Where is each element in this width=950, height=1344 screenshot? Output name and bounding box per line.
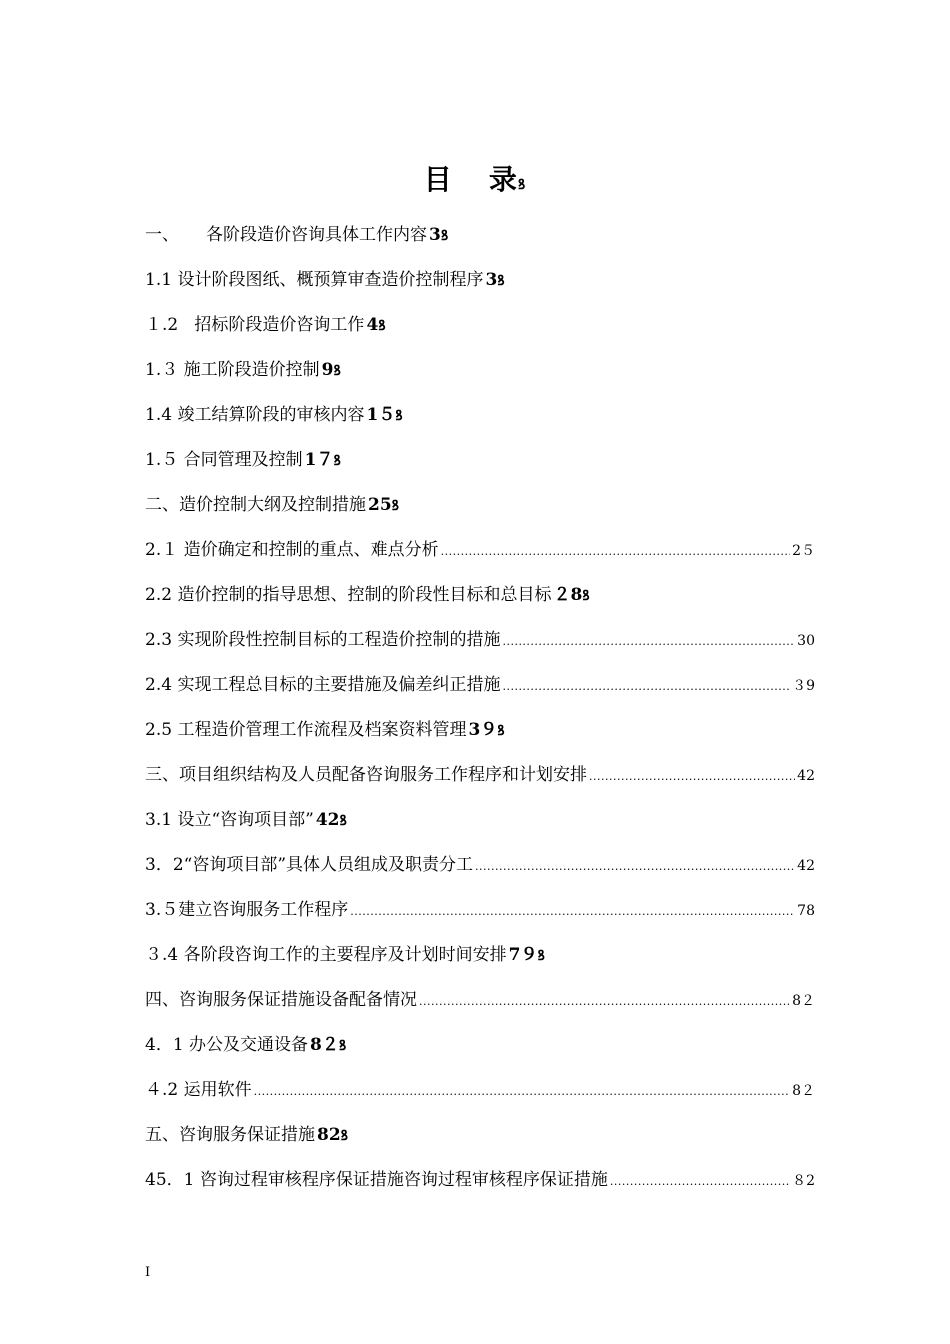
toc-entry[interactable] (145, 985, 815, 1011)
dot-leader (350, 905, 795, 918)
paragraph-mark-icon: ꝸ (440, 228, 449, 244)
toc-entry[interactable] (145, 625, 815, 651)
toc-entry-page: 30 (797, 633, 815, 649)
paragraph-mark-icon: ꝸ (391, 498, 400, 514)
toc-entry[interactable] (145, 1120, 815, 1146)
toc-entry-page: 9 (321, 360, 334, 380)
paragraph-mark-icon: ꝸ (395, 408, 403, 424)
toc-entry-page: 3９ (468, 720, 498, 740)
paragraph-mark-icon: ꝸ (378, 318, 386, 334)
toc-entry-label: 三、项目组织结构及人员配备咨询服务工作程序和计划安排 (145, 765, 587, 785)
toc-entry[interactable] (145, 1075, 815, 1101)
toc-entry-page: 2５ (792, 543, 815, 559)
toc-entry-label: 1.３ 施工阶段造价控制 (145, 360, 320, 380)
dot-leader (502, 635, 795, 648)
paragraph-mark-icon: ꝸ (338, 1038, 347, 1054)
toc-entry-label: 45．1 咨询过程审核程序保证措施咨询过程审核程序保证措施 (145, 1170, 608, 1190)
toc-entry[interactable] (145, 760, 815, 786)
toc-entry-label: 3.1 设立“咨询项目部” (145, 810, 314, 830)
dot-leader (610, 1175, 790, 1188)
toc-entry-label: 1.５ 合同管理及控制 (145, 450, 303, 470)
dot-leader (502, 680, 790, 693)
toc-entry[interactable] (145, 1030, 815, 1056)
toc-title (0, 158, 950, 198)
dot-leader (254, 1085, 790, 1098)
toc-entry[interactable] (145, 535, 815, 561)
toc-entry[interactable] (145, 580, 815, 606)
paragraph-mark-icon: ꝸ (340, 1128, 349, 1144)
toc-entry-page: ８2 (792, 1173, 815, 1189)
toc-entry[interactable] (145, 400, 815, 426)
toc-entry-page: 8２ (792, 993, 815, 1009)
toc-entry-label: 2.2 造价控制的指导思想、控制的阶段性目标和总目标 (145, 585, 552, 605)
toc-entry-page: 78 (797, 903, 815, 919)
paragraph-mark-icon: ꝸ (517, 177, 527, 193)
toc-entry-page: 8２ (792, 1083, 815, 1099)
toc-entry-label: 四、咨询服务保证措施设备配备情况 (145, 990, 417, 1010)
footer-page-number: I (145, 1265, 151, 1280)
toc-entry[interactable] (145, 715, 815, 741)
paragraph-mark-icon: ꝸ (333, 453, 341, 469)
toc-entry-page: ３9 (792, 678, 815, 694)
toc-entry[interactable] (145, 445, 815, 471)
toc-entry-page: 1５ (366, 405, 396, 425)
toc-entry[interactable] (145, 355, 815, 381)
toc-entry[interactable] (145, 940, 815, 966)
toc-entry-label: 3.５建立咨询服务工作程序 (145, 900, 349, 920)
toc-entry[interactable] (145, 490, 815, 516)
toc-entry[interactable] (145, 895, 815, 921)
toc-entry-label: ４.2 运用软件 (145, 1080, 252, 1100)
dot-leader (475, 860, 795, 873)
toc-entry-label: １.2 招标阶段造价咨询工作 (145, 315, 365, 335)
toc-entry-page: 1７ (304, 450, 334, 470)
toc-entry-label: 1.4 竣工结算阶段的审核内容 (145, 405, 365, 425)
paragraph-mark-icon: ꝸ (582, 588, 590, 604)
toc-entry-label: 2.１ 造价确定和控制的重点、难点分析 (145, 540, 439, 560)
toc-entry-page: 8２ (310, 1035, 339, 1055)
paragraph-mark-icon: ꝸ (333, 363, 341, 379)
toc-entry-page: 7９ (508, 945, 538, 965)
paragraph-mark-icon: ꝸ (537, 948, 545, 964)
toc-entry-page: ２8 (553, 585, 583, 605)
toc-entry[interactable] (145, 310, 815, 336)
toc-title-right: 录 (488, 163, 518, 196)
toc-title-left: 目 (423, 163, 453, 196)
toc-entry-label: 4．1 办公及交通设备 (145, 1035, 309, 1055)
toc-entry-label: ３.4 各阶段咨询工作的主要程序及计划时间安排 (145, 945, 507, 965)
toc-entry-label: 1.1 设计阶段图纸、概预算审查造价控制程序 (145, 270, 484, 290)
toc-entry[interactable] (145, 220, 815, 246)
toc-entry-label: 3．2“咨询项目部”具体人员组成及职责分工 (145, 855, 474, 875)
toc-entry-page: 42 (315, 810, 340, 830)
toc-entry-page: 25 (368, 495, 392, 515)
toc-entry-page: 42 (797, 858, 815, 874)
paragraph-mark-icon: ꝸ (497, 273, 505, 289)
toc-entry-label: 一、 各阶段造价咨询具体工作内容 (145, 225, 428, 245)
toc-entry-page: 3 (429, 225, 441, 245)
toc-entry[interactable] (145, 850, 815, 876)
paragraph-mark-icon: ꝸ (339, 813, 347, 829)
toc-entry-label: 2.4 实现工程总目标的主要措施及偏差纠正措施 (145, 675, 501, 695)
toc-entry-label: 五、咨询服务保证措施 (145, 1125, 315, 1145)
toc-entry-label: 2.5 工程造价管理工作流程及档案资料管理 (145, 720, 467, 740)
toc-entry-page: 3 (485, 270, 498, 290)
paragraph-mark-icon: ꝸ (497, 723, 505, 739)
toc-entry[interactable] (145, 265, 815, 291)
toc-entry-page: 82 (317, 1125, 341, 1145)
toc-entry-page: 4 (366, 315, 379, 335)
toc-entry-label: 2.3 实现阶段性控制目标的工程造价控制的措施 (145, 630, 501, 650)
toc-entry-page: 42 (797, 768, 815, 784)
toc-entry[interactable] (145, 805, 815, 831)
toc-entry-label: 二、造价控制大纲及控制措施 (145, 495, 366, 515)
toc-entry[interactable] (145, 670, 815, 696)
dot-leader (441, 545, 790, 558)
toc-entry[interactable] (145, 1165, 815, 1191)
dot-leader (589, 770, 795, 783)
dot-leader (419, 995, 790, 1008)
